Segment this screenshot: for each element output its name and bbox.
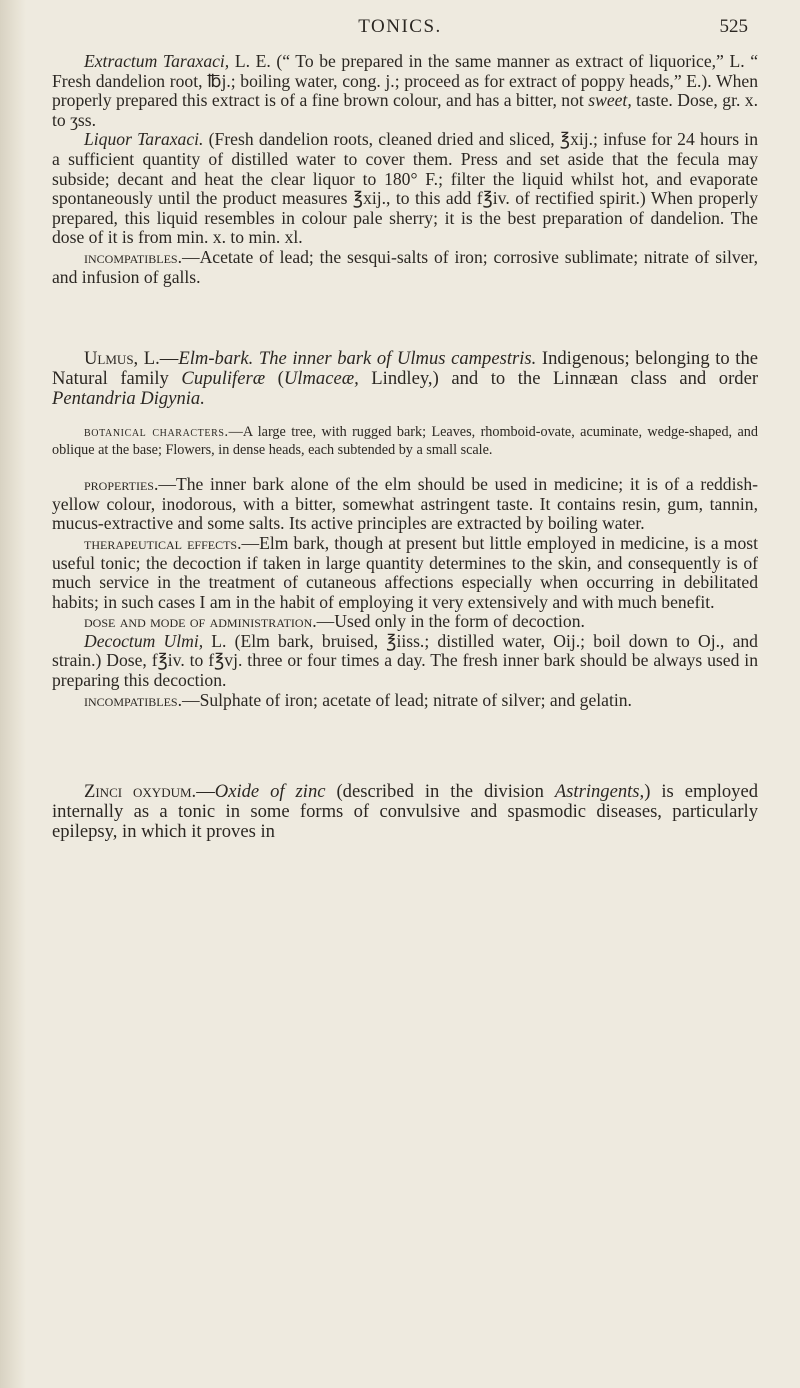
incompatibles-label: incompatibles.	[84, 246, 182, 267]
extractum-text: L. E. (“ To be prepared in the same manner as extract of liquorice,” L. “ Fresh dandelion root, ℔j.; boiling water, cong. j.; proceed as for extract of poppy heads,” E.). When properly prepared this extract is of a fine brown colour, and has a bitter, not	[52, 51, 759, 111]
dose-text: —Used only in the form of decoction.	[316, 611, 585, 632]
page-body	[52, 52, 758, 842]
extractum-text-end: taste. Dose, gr. x. to ʒss.	[52, 90, 758, 130]
zinci-text-a: —	[196, 781, 215, 803]
properties-label: properties.	[84, 474, 159, 495]
dose-label: dose and mode of administration.	[84, 611, 317, 632]
properties-text: —The inner bark alone of the elm should be used in medicine; it is of a reddish-yellow colour, inodorous, with a bitter, somewhat astringent taste. It contains resin, gum, tannin, mucus-extractive and some salts. Its active principles are extracted by boiling water.	[52, 474, 758, 534]
running-title: TONICS.	[358, 16, 442, 37]
incompatibles-ulmus-paragraph	[52, 691, 758, 711]
extractum-emphasis: sweet,	[588, 90, 632, 111]
extractum-taraxaci-paragraph	[52, 52, 758, 130]
incompatibles-ulmus-text: —Sulphate of iron; acetate of lead; nitrate of silver; and gelatin.	[181, 689, 632, 710]
properties-paragraph	[52, 475, 758, 534]
ulmus-text-b: Indigenous; belonging to the Natural family	[52, 348, 759, 390]
page-binding-edge	[0, 0, 26, 1388]
zinci-oxydum-paragraph	[52, 782, 758, 842]
page-header	[0, 16, 800, 46]
incompatibles-ulmus-label: incompatibles.	[84, 689, 182, 710]
ulmus-italic-2: Cupuliferæ	[181, 368, 266, 390]
incompatibles-text: —Acetate of lead; the sesqui-salts of iron; corrosive sublimate; nitrate of silver, and infusion of galls.	[52, 246, 758, 287]
zinci-label: Zinci oxydum.	[84, 781, 197, 803]
therapeutical-text: —Elm bark, though at present but little employed in medicine, is a most useful tonic; the decoction if taken in large quantity determines to the skin, and consequently is of much service in the treatment of cutaneous affections especially when occurring in debilitated habits; in such cases I am in the habit of employing it very extensively and with much benefit.	[52, 532, 758, 612]
incompatibles-taraxacum-paragraph	[52, 248, 758, 287]
ulmus-text-d: Lindley,) and to the Linnæan class and order	[358, 368, 759, 390]
therapeutical-effects-paragraph	[52, 534, 758, 612]
zinci-italic-2: Astringents,	[554, 781, 645, 803]
therapeutical-label: therapeutical effects.	[84, 532, 242, 553]
page-number: 525	[719, 16, 748, 37]
decoctum-term: Decoctum Ulmi,	[84, 630, 204, 651]
ulmus-italic-3: Ulmaceæ,	[283, 368, 359, 390]
ulmus-text-c: (	[265, 368, 284, 390]
ulmus-label: Ulmus,	[84, 348, 139, 370]
zinci-text-c: ) is employed internally as a tonic in some forms of convulsive and spasmodic diseases, particularly epilepsy, in which it proves in	[52, 781, 759, 843]
zinci-italic-1: Oxide of zinc	[214, 781, 326, 803]
liquor-term: Liquor Taraxaci.	[84, 129, 204, 150]
ulmus-heading-paragraph	[52, 349, 758, 409]
botanical-characters-paragraph	[52, 423, 758, 459]
ulmus-italic-1: Elm-bark. The inner bark of Ulmus campestris.	[178, 348, 537, 370]
liquor-taraxaci-paragraph	[52, 130, 758, 248]
liquor-text: (Fresh dandelion roots, cleaned dried and sliced, ℥xij.; infuse for 24 hours in a sufficient quantity of distilled water to cover them. Press and set aside that the fecula may subside; decant and heat the clear liquor to 180° F.; filter the liquid whilst hot, and evaporate spontaneously until the product measures ℥xij., to this add f℥iv. of rectified spirit.) When properly prepared, this liquid resembles in colour pale sherry; it is the best preparation of dandelion. The dose of it is from min. x. to min. xl.	[52, 129, 758, 248]
ulmus-italic-4: Pentandria Digynia.	[52, 388, 205, 410]
dose-paragraph	[52, 612, 758, 632]
botanical-text: —A large tree, with rugged bark; Leaves, rhomboid-ovate, acuminate, wedge-shaped, and oblique at the base; Flowers, in dense heads, each subtended by a small scale.	[52, 424, 758, 459]
decoctum-text: L. (Elm bark, bruised, ℥iiss.; distilled water, Oij.; boil down to Oj., and strain.) Dose, f℥iv. to f℥vj. three or four times a day. The fresh inner bark should be always used in preparing this decoction.	[52, 630, 758, 691]
zinci-text-b: (described in the division	[325, 781, 555, 803]
decoctum-ulmi-paragraph	[52, 632, 758, 691]
ulmus-text-a: L.—	[138, 348, 179, 370]
botanical-label: botanical characters.	[84, 424, 229, 441]
extractum-term: Extractum Taraxaci,	[84, 51, 230, 71]
